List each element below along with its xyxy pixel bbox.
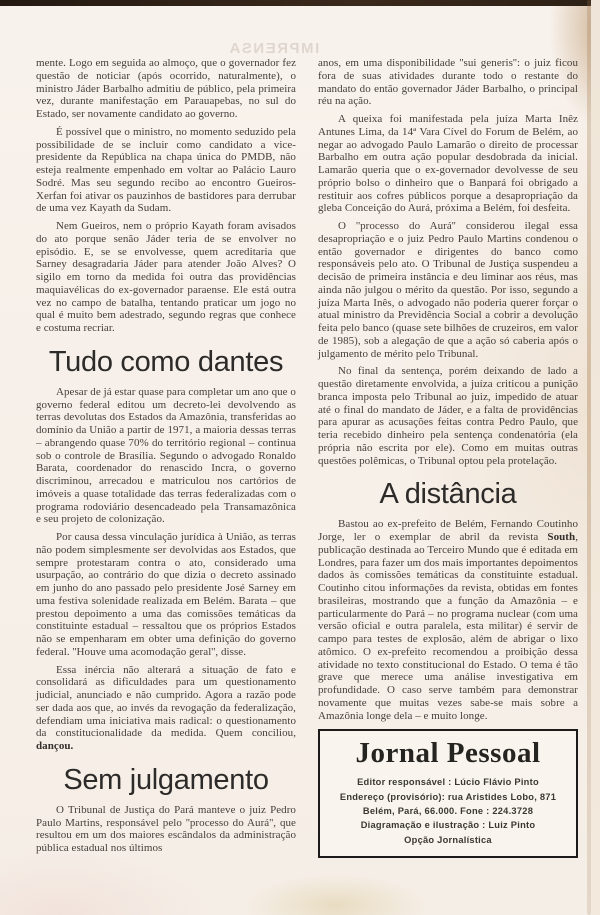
bleedthrough-text: IMPRENSA: [228, 40, 320, 57]
paragraph: Por causa dessa vinculação jurídica à União, as terras não podem simplesmente ser devolvidas aos Estados, que sempre protestaram contra o ato, considerado uma usurpação, ao contrário do que dizia o decreto assinado em junho do ano passado pelo presidente José Sarney em uma festiva solenidade realizada em Belém. Barata – que prestou depoimento a uma das comissões temáticas da constituinte estadual – ressaltou que os próprios Estados não se empenharam em obter uma definição do governo federal. ''Houve uma acomodação geral'', disse.: [36, 531, 296, 658]
masthead-imprint-line: Opção Jornalística: [404, 834, 492, 845]
paragraph: Nem Gueiros, nem o próprio Kayath foram avisados do ato porque senão Jáder teria de se envolver no episódio. E, se se envolvesse, quem acreditaria que Sarney desagradaria Jáder para atender João Alves? O sigilo em torno da medida foi outra das providências maquiavélicas do ex-governador paraense. Ele está outra vez no campo de batalha, tentando praticar um jogo no qual é muito bem adestrado, segundo regras que conhece e costuma recriar.: [36, 220, 296, 334]
paragraph-text: , publicação destinada ao Terceiro Mundo que é editada em Londres, para fazer um dos mais importantes depoimentos dados às comissões temáticas da constituinte estadual. Coutinho citou informações da revista, obtidas em fontes brasileiras, mostrando que a função da Amazônia – e particularmente do Pará – no programa nuclear (com uma versão oficial e outra paralela, esta militar) é servir de campo para testes de explosão, além de abrigar o lixo atômico. O ex-prefeito recomendou a proibição dessa atividade no texto constitucional do Estado. O tema é tão grave que merece uma análise investigativa em profundidade. O caso serve também para demonstrar novamente que muitas vezes sabe-se mais sobre a Amazônia longe dela – e muito longe.: [318, 531, 578, 722]
paragraph: [318, 518, 578, 722]
masthead-title: Jornal Pessoal: [355, 737, 541, 770]
paragraph: mente. Logo em seguida ao almoço, que o governador fez questão de noticiar (após ocorrido, naturalmente), o ministro Jáder Barbalho admitiu de público, pela primeira vez, durante manifestação em Parauapebas, no sul do Estado, ser novamente candidato ao governo.: [36, 57, 296, 120]
masthead-editor-line: Editor responsável : Lúcio Flávio Pinto: [357, 777, 539, 788]
paragraph: [36, 664, 296, 753]
paragraph-text: Essa inércia não alterará a situação de fato e consolidará as dificuldades para um questionamento judicial, anunciado e não cumprido. Agora a razão pode ser dada aos que, ao invés da revogação da federalização, defendiam uma iniciativa mais radical: o questionamento da constitucionalidade da medida. Quem conciliou,: [36, 663, 296, 740]
paragraph: A queixa foi manifestada pela juíza Marta Inêz Antunes Lima, da 14ª Vara Cível do Forum de Belém, ao negar ao advogado Paulo Lamarão o direito de processar Barbalho em outra ação popular desdobrada da inicial. Lamarão queria que o ex-governador devolvesse de seu próprio bolso o dinheiro que o Banpará foi obrigado a restituir aos cofres públicos porque a desapropriação da gleba Conceição do Aurá, próxima a Belém, foi desfeita.: [318, 113, 578, 215]
page-top-edge: [0, 0, 600, 6]
masthead-design-line: Diagramação e ilustração : Luiz Pinto: [360, 820, 536, 831]
headline-tudo-como-dantes: Tudo como dantes: [48, 345, 284, 378]
masthead-address-line: Endereço (provisório): rua Aristides Lobo, 871: [339, 791, 557, 802]
paragraph-text: Bastou ao ex-prefeito de Belém, Fernando Coutinho Jorge, ler o exemplar de abril da revista: [318, 518, 578, 543]
paragraph: É possível que o ministro, no momento seduzido pela possibilidade de se incluir como candidato a vice-presidente da República na chapa única do PMDB, não esteja realmente empenhado em voltar ao Palácio Lauro Sodré. Mas seu segundo recibo ao encontro Gueiros-Xerfan foi ativar os pauzinhos de bastidores para derrubar de uma vez Kayath da Sudam.: [36, 125, 296, 215]
page-right-paper-edge: [591, 0, 600, 915]
emphasized-word: dançou.: [36, 740, 74, 752]
paragraph: anos, em uma disponibilidade ''sui generis'': o juiz ficou fora de suas atividades durante todo o restante do mandato do então governador Jáder Barbalho, o principal réu na ação.: [318, 57, 578, 108]
paragraph: O ''processo do Aurá'' considerou ilegal essa desapropriação e o juiz Pedro Paulo Martins condenou o então governador e dirigentes do banco como responsáveis pelo ato. O Tribunal de Justiça suspendeu a decisão de primeira instância e deu liminar aos réus, mas ainda não julgou o mérito da questão. Por isso, segundo a juíza Marta Inês, o advogado não poderia querer forçar o atual ministro da Previdência Social a cobrir a devolução feita pelo banco (quase sete bilhões de cruzeiros, em valor de 1985), sob a alegação de que a ação só caberia após o julgamento de mérito pelo Tribunal.: [318, 220, 578, 360]
paragraph: O Tribunal de Justiça do Pará manteve o juiz Pedro Paulo Martins, responsável pelo ''processo do Aurá'', que resultou em um dos maiores escândalos da administração pública estadual nos últimos: [36, 803, 296, 854]
right-column: [318, 57, 578, 858]
paragraph: No final da sentença, porém deixando de lado a questão diretamente envolvida, a juíza criticou a punição branca imposta pelo Tribunal ao juiz, impedido de atuar até o final do mandato de Jáder, e a falta de providências para apurar as acusações feitas contra Pedro Paulo, que teria recebido dinheiro pela sentença condenatória (ela própria não escrita por ele). Como em muitas outras questões polêmicas, o Tribunal optou pela protelação.: [318, 365, 578, 467]
page-right-edge-shadow: [587, 0, 591, 915]
headline-a-distancia: A distância: [379, 478, 517, 511]
masthead-phone-line: Belém, Pará, 66.000. Fone : 224.3728: [362, 806, 534, 817]
headline-sem-julgamento: Sem julgamento: [63, 763, 269, 796]
masthead-box: [318, 729, 578, 858]
left-column: [36, 57, 296, 860]
emphasized-word: South: [547, 531, 576, 543]
paragraph: Apesar de já estar quase para completar um ano que o governo federal editou um decreto-lei devolvendo as terras devolutas dos Estados da Amazônia, transferidas ao domínio da União a partir de 1971, a maioria dessas terras – abrangendo quase 70% do território regional – continua sob o controle de Brasília. Segundo o advogado Ronaldo Barata, coordenador do renascido Incra, o governo discriminou, arrecadou e matriculou nos cartórios de imóveis a quase totalidade das terras federalizadas com o programa rodoviário desencadeado pela Transamazônica e seu projeto de colonização.: [36, 385, 296, 526]
